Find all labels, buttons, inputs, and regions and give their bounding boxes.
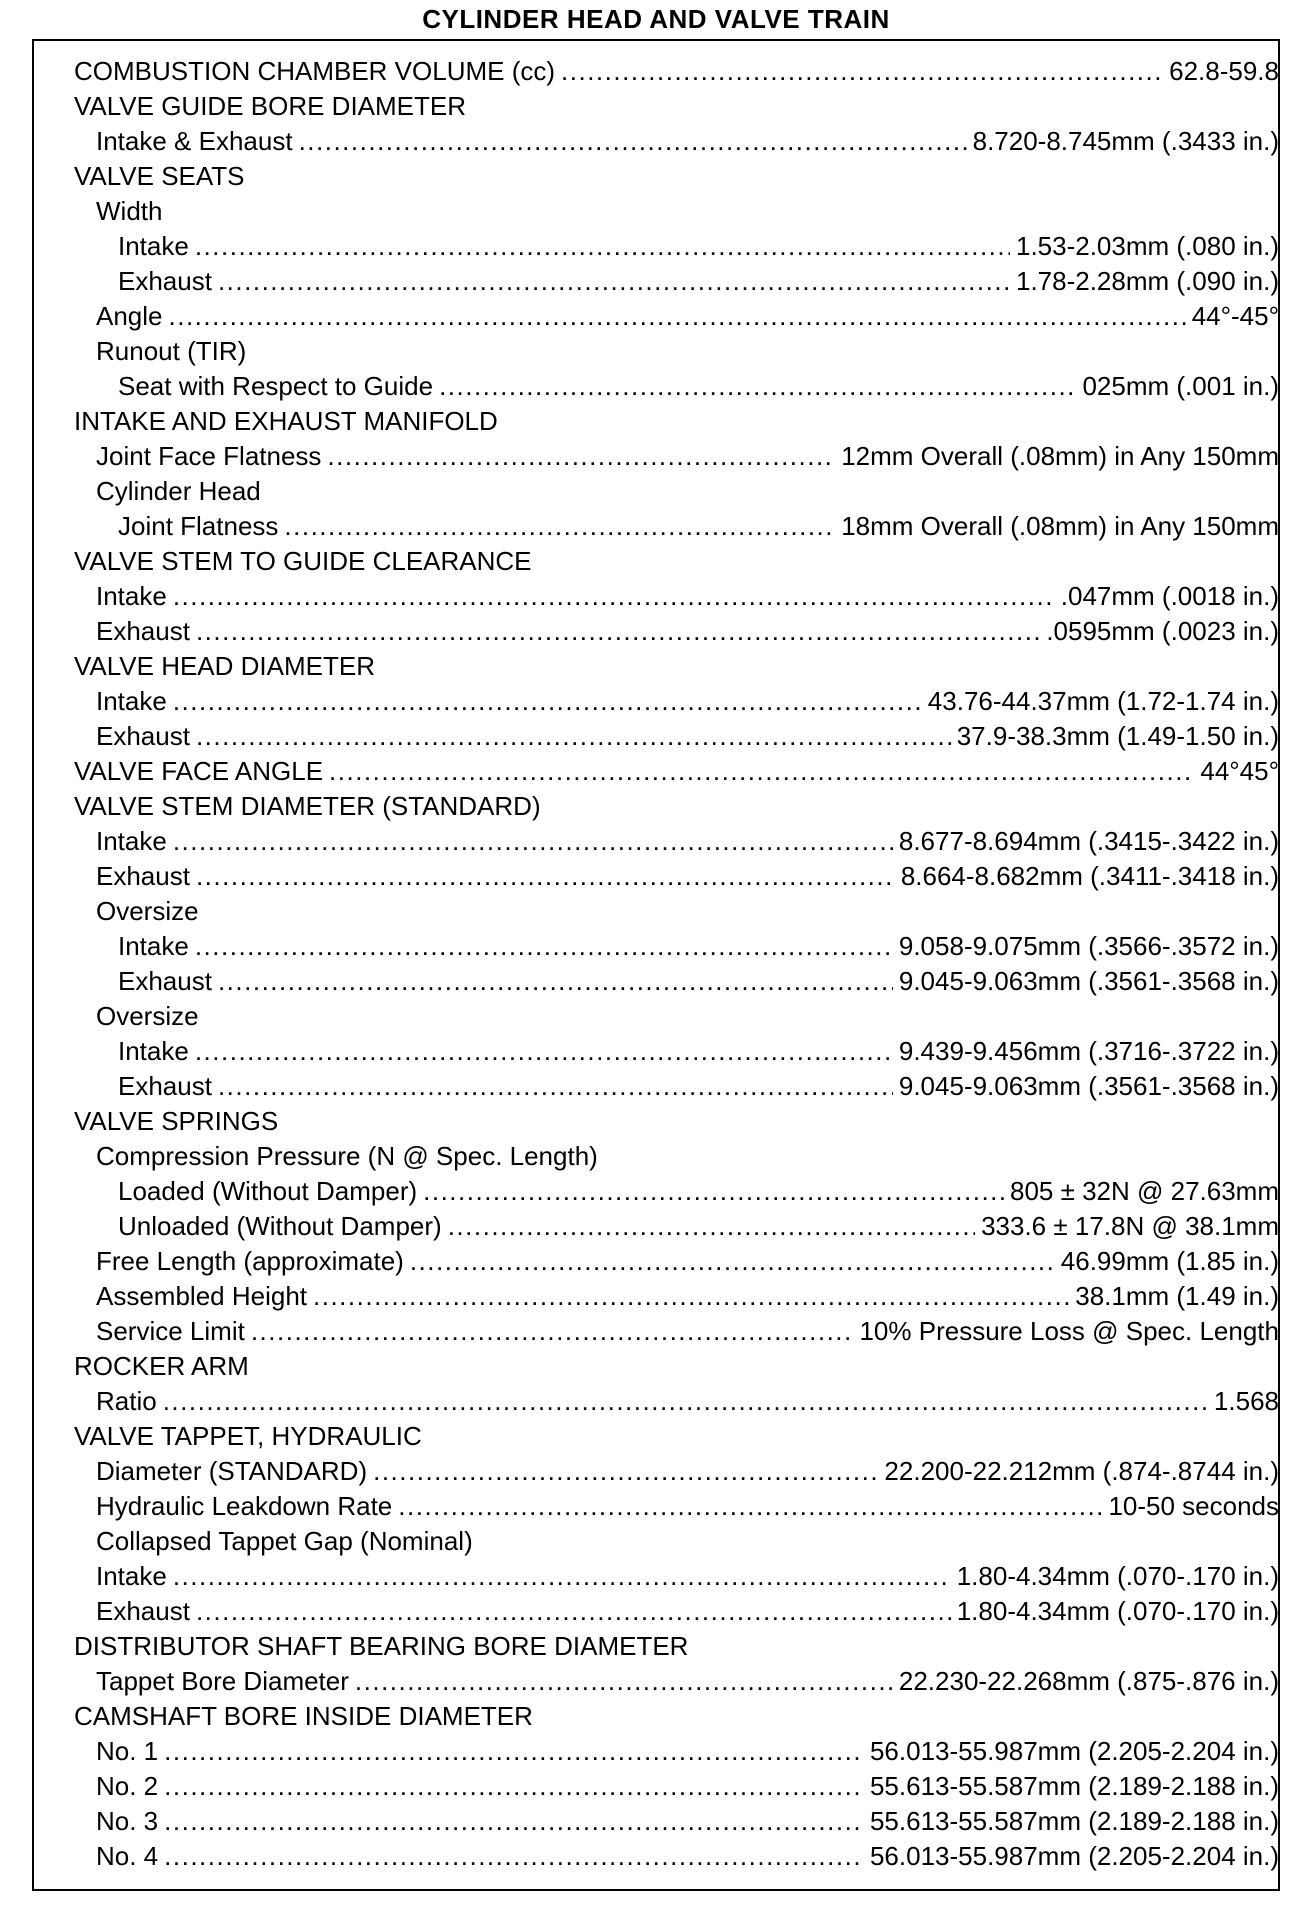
- dot-leader: [196, 859, 895, 894]
- spec-row: [74, 1209, 1279, 1244]
- section-heading: [74, 159, 1279, 194]
- spec-label: VALVE STEM TO GUIDE CLEARANCE: [74, 546, 532, 576]
- spec-row: [74, 124, 1279, 159]
- spec-row: [74, 1279, 1279, 1314]
- spec-label: Service Limit: [96, 1316, 245, 1346]
- spec-value: .0595mm (.0023 in.): [1046, 616, 1279, 646]
- spec-row: [74, 1839, 1279, 1874]
- spec-value: 18mm Overall (.08mm) in Any 150mm: [841, 511, 1279, 541]
- section-heading: [74, 999, 1279, 1034]
- spec-row: [74, 1069, 1279, 1104]
- spec-value: 1.53-2.03mm (.080 in.): [1015, 231, 1279, 261]
- spec-value: 62.8-59.8: [1169, 56, 1279, 86]
- spec-row: [74, 1384, 1279, 1419]
- spec-row: [74, 1244, 1279, 1279]
- spec-row: [74, 1769, 1279, 1804]
- spec-label: No. 4: [96, 1841, 159, 1871]
- spec-row: [74, 719, 1279, 754]
- section-heading: [74, 1349, 1279, 1384]
- dot-leader: [251, 1314, 854, 1349]
- spec-label: VALVE TAPPET, HYDRAULIC: [74, 1421, 422, 1451]
- spec-label: Seat with Respect to Guide: [118, 371, 434, 401]
- spec-label: VALVE FACE ANGLE: [74, 756, 324, 786]
- spec-row: [74, 964, 1279, 999]
- section-heading: [74, 89, 1279, 124]
- dot-leader: [164, 1804, 864, 1839]
- spec-value: 805 ± 32N @ 27.63mm: [1009, 1176, 1279, 1206]
- section-heading: [74, 1524, 1279, 1559]
- spec-row: [74, 369, 1279, 404]
- spec-label: Intake: [96, 826, 167, 856]
- spec-row: [74, 1559, 1279, 1594]
- spec-label: Angle: [96, 301, 163, 331]
- dot-leader: [329, 754, 1194, 789]
- dot-leader: [218, 1069, 893, 1104]
- spec-label: Exhaust: [96, 1596, 190, 1626]
- spec-label: ROCKER ARM: [74, 1351, 249, 1381]
- spec-value: 1.78-2.28mm (.090 in.): [1015, 266, 1279, 296]
- dot-leader: [355, 1664, 893, 1699]
- spec-label: Intake: [118, 231, 189, 261]
- spec-label: Tappet Bore Diameter: [96, 1666, 349, 1696]
- section-heading: [74, 194, 1279, 229]
- dot-leader: [218, 264, 1010, 299]
- spec-value: 9.058-9.075mm (.3566-.3572 in.): [898, 931, 1279, 961]
- spec-value: 22.230-22.268mm (.875-.876 in.): [898, 1666, 1279, 1696]
- spec-row: [74, 264, 1279, 299]
- spec-label: Assembled Height: [96, 1281, 307, 1311]
- spec-value: 38.1mm (1.49 in.): [1075, 1281, 1279, 1311]
- dot-leader: [164, 1769, 864, 1804]
- spec-label: Exhaust: [118, 1071, 212, 1101]
- dot-leader: [196, 719, 951, 754]
- spec-label: Intake: [118, 931, 189, 961]
- spec-value: .047mm (.0018 in.): [1060, 581, 1279, 611]
- spec-value: 43.76-44.37mm (1.72-1.74 in.): [927, 686, 1279, 716]
- spec-label: Joint Face Flatness: [96, 441, 322, 471]
- spec-row: [74, 824, 1279, 859]
- spec-value: 46.99mm (1.85 in.): [1060, 1246, 1279, 1276]
- spec-value: 9.045-9.063mm (.3561-.3568 in.): [898, 1071, 1279, 1101]
- dot-leader: [218, 964, 893, 999]
- section-heading: [74, 1419, 1279, 1454]
- dot-leader: [439, 369, 1076, 404]
- dot-leader: [410, 1244, 1055, 1279]
- spec-label: Exhaust: [96, 616, 190, 646]
- spec-label: Oversize: [96, 1001, 199, 1031]
- spec-value: 55.613-55.587mm (2.189-2.188 in.): [869, 1806, 1279, 1836]
- spec-label: Intake: [96, 686, 167, 716]
- spec-value: 9.439-9.456mm (.3716-.3722 in.): [898, 1036, 1279, 1066]
- spec-label: VALVE GUIDE BORE DIAMETER: [74, 91, 467, 121]
- spec-value: 8.664-8.682mm (.3411-.3418 in.): [900, 861, 1279, 891]
- spec-row: [74, 509, 1279, 544]
- spec-row: [74, 439, 1279, 474]
- spec-value: 1.80-4.34mm (.070-.170 in.): [956, 1596, 1279, 1626]
- spec-row: [74, 1664, 1279, 1699]
- spec-label: Free Length (approximate): [96, 1246, 404, 1276]
- spec-row: [74, 1314, 1279, 1349]
- spec-value: 333.6 ± 17.8N @ 38.1mm: [981, 1211, 1279, 1241]
- page-title: CYLINDER HEAD AND VALVE TRAIN: [422, 4, 890, 34]
- spec-value: 56.013-55.987mm (2.205-2.204 in.): [869, 1841, 1279, 1871]
- spec-value: 1.80-4.34mm (.070-.170 in.): [956, 1561, 1279, 1591]
- spec-label: Runout (TIR): [96, 336, 247, 366]
- dot-leader: [284, 509, 835, 544]
- spec-value: 44°-45°: [1191, 301, 1279, 331]
- spec-row: [74, 229, 1279, 264]
- spec-label: Unloaded (Without Damper): [118, 1211, 442, 1241]
- spec-label: Loaded (Without Damper): [118, 1176, 418, 1206]
- dot-leader: [299, 124, 967, 159]
- spec-label: Joint Flatness: [118, 511, 279, 541]
- spec-label: Oversize: [96, 896, 199, 926]
- spec-row: [74, 579, 1279, 614]
- spec-row: [74, 754, 1279, 789]
- spec-row: [74, 614, 1279, 649]
- spec-value: 8.677-8.694mm (.3415-.3422 in.): [898, 826, 1279, 856]
- section-heading: [74, 334, 1279, 369]
- spec-value: 1.568: [1213, 1386, 1279, 1416]
- spec-value: 10% Pressure Loss @ Spec. Length: [859, 1316, 1279, 1346]
- spec-label: Cylinder Head: [96, 476, 261, 506]
- section-heading: [74, 1699, 1279, 1734]
- section-heading: [74, 1139, 1279, 1174]
- spec-label: Exhaust: [96, 721, 190, 751]
- spec-value: 55.613-55.587mm (2.189-2.188 in.): [869, 1771, 1279, 1801]
- spec-value: 8.720-8.745mm (.3433 in.): [972, 126, 1279, 156]
- spec-label: Intake: [118, 1036, 189, 1066]
- section-heading: [74, 789, 1279, 824]
- spec-value: 12mm Overall (.08mm) in Any 150mm: [841, 441, 1279, 471]
- dot-leader: [173, 579, 1055, 614]
- dot-leader: [327, 439, 835, 474]
- spec-label: COMBUSTION CHAMBER VOLUME (cc): [74, 56, 556, 86]
- spec-label: Intake: [96, 581, 167, 611]
- spec-row: [74, 1734, 1279, 1769]
- section-heading: [74, 894, 1279, 929]
- spec-row: [74, 859, 1279, 894]
- spec-value: 10-50 seconds: [1108, 1491, 1279, 1521]
- spec-label: Intake & Exhaust: [96, 126, 293, 156]
- spec-label: DISTRIBUTOR SHAFT BEARING BORE DIAMETER: [74, 1631, 689, 1661]
- section-heading: [74, 544, 1279, 579]
- spec-table: [32, 39, 1280, 1891]
- spec-value: 37.9-38.3mm (1.49-1.50 in.): [956, 721, 1279, 751]
- dot-leader: [313, 1279, 1069, 1314]
- spec-label: Compression Pressure (N @ Spec. Length): [96, 1141, 598, 1171]
- spec-row: [74, 1489, 1279, 1524]
- spec-label: Exhaust: [118, 266, 212, 296]
- spec-label: VALVE SPRINGS: [74, 1106, 279, 1136]
- spec-label: No. 3: [96, 1806, 159, 1836]
- section-heading: [74, 1104, 1279, 1139]
- dot-leader: [398, 1489, 1102, 1524]
- dot-leader: [561, 54, 1163, 89]
- spec-value: 22.200-22.212mm (.874-.8744 in.): [884, 1456, 1279, 1486]
- spec-row: [74, 299, 1279, 334]
- spec-label: INTAKE AND EXHAUST MANIFOLD: [74, 406, 498, 436]
- spec-row: [74, 1034, 1279, 1069]
- spec-label: VALVE STEM DIAMETER (STANDARD): [74, 791, 541, 821]
- dot-leader: [173, 824, 893, 859]
- dot-leader: [164, 1734, 864, 1769]
- spec-label: VALVE HEAD DIAMETER: [74, 651, 375, 681]
- dot-leader: [164, 1839, 864, 1874]
- spec-list: [74, 54, 1279, 1874]
- dot-leader: [423, 1174, 1004, 1209]
- dot-leader: [195, 229, 1010, 264]
- spec-row: [74, 1454, 1279, 1489]
- section-heading: [74, 404, 1279, 439]
- spec-label: Width: [96, 196, 163, 226]
- dot-leader: [173, 684, 922, 719]
- spec-row: [74, 929, 1279, 964]
- section-heading: [74, 474, 1279, 509]
- dot-leader: [195, 1034, 893, 1069]
- section-heading: [74, 1629, 1279, 1664]
- spec-label: VALVE SEATS: [74, 161, 245, 191]
- spec-row: [74, 1174, 1279, 1209]
- spec-label: Ratio: [96, 1386, 157, 1416]
- dot-leader: [373, 1454, 878, 1489]
- spec-label: Diameter (STANDARD): [96, 1456, 368, 1486]
- spec-row: [74, 684, 1279, 719]
- dot-leader: [196, 614, 1040, 649]
- spec-label: No. 2: [96, 1771, 159, 1801]
- spec-row: [74, 1804, 1279, 1839]
- spec-label: No. 1: [96, 1736, 159, 1766]
- spec-row: [74, 54, 1279, 89]
- spec-row: [74, 1594, 1279, 1629]
- spec-value: 9.045-9.063mm (.3561-.3568 in.): [898, 966, 1279, 996]
- spec-value: 56.013-55.987mm (2.205-2.204 in.): [869, 1736, 1279, 1766]
- dot-leader: [173, 1559, 951, 1594]
- dot-leader: [169, 299, 1186, 334]
- spec-label: Exhaust: [118, 966, 212, 996]
- dot-leader: [195, 929, 893, 964]
- dot-leader: [163, 1384, 1208, 1419]
- dot-leader: [448, 1209, 975, 1244]
- spec-label: Intake: [96, 1561, 167, 1591]
- spec-label: Exhaust: [96, 861, 190, 891]
- spec-label: CAMSHAFT BORE INSIDE DIAMETER: [74, 1701, 533, 1731]
- dot-leader: [196, 1594, 951, 1629]
- spec-label: Collapsed Tappet Gap (Nominal): [96, 1526, 473, 1556]
- spec-label: Hydraulic Leakdown Rate: [96, 1491, 393, 1521]
- section-heading: [74, 649, 1279, 684]
- spec-value: 025mm (.001 in.): [1082, 371, 1279, 401]
- spec-value: 44°45°: [1200, 756, 1279, 786]
